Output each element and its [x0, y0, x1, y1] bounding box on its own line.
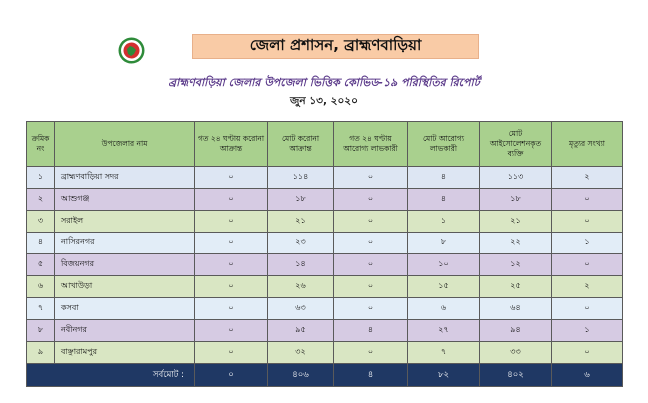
serial-cell: ৬: [27, 276, 55, 298]
table-row: [27, 298, 623, 320]
deaths-cell: ১: [552, 319, 623, 341]
column-header-new-recovered: গত ২৪ ঘণ্টায় আরোগ্য লাভকারী: [334, 122, 408, 167]
isolated-cell: ১৮: [480, 188, 552, 210]
total-cases-cell: ৬৩: [268, 298, 334, 320]
column-header-isolated: মোট আইসোলেশনকৃত ব্যক্তি: [480, 122, 552, 167]
report-date: জুন ১৩, ২০২০: [290, 95, 358, 107]
total-recovered-cell: ৪: [408, 167, 480, 189]
total-label: সর্বমোট :: [27, 363, 195, 386]
isolated-cell: ২৫: [480, 276, 552, 298]
total-isolated: ৪০২: [480, 363, 552, 386]
upazila-cell: আখাউড়া: [55, 276, 195, 298]
new-recovered-cell: ০: [334, 298, 408, 320]
table-row: [27, 232, 623, 254]
table-row: [27, 276, 623, 298]
deaths-cell: ০: [552, 341, 623, 363]
serial-cell: ২: [27, 188, 55, 210]
upazila-cell: নাসিরনগর: [55, 232, 195, 254]
column-header-total-recovered: মোট আরোগ্য লাভকারী: [408, 122, 480, 167]
deaths-cell: ২: [552, 276, 623, 298]
new-recovered-cell: ০: [334, 232, 408, 254]
report-subtitle: ব্রাহ্মণবাড়িয়া জেলার উপজেলা ভিত্তিক কোভিড-১৯ পরিস্থিতির রিপোর্ট: [168, 76, 480, 89]
serial-cell: ৩: [27, 210, 55, 232]
total-cases-cell: ১৪: [268, 254, 334, 276]
total-recovered-cell: ৭: [408, 341, 480, 363]
isolated-cell: ২১: [480, 210, 552, 232]
deaths-cell: ০: [552, 210, 623, 232]
total-recovered-cell: ৪: [408, 188, 480, 210]
column-header-serial: ক্রমিক নং: [27, 122, 55, 167]
isolated-cell: ৩৩: [480, 341, 552, 363]
new-recovered-cell: ০: [334, 341, 408, 363]
new-cases-cell: ০: [195, 298, 268, 320]
table-row: [27, 319, 623, 341]
new-recovered-cell: ০: [334, 210, 408, 232]
new-cases-cell: ০: [195, 232, 268, 254]
bangladesh-government-seal-icon: [118, 37, 145, 64]
upazila-cell: আশুগঞ্জ: [55, 188, 195, 210]
new-cases-cell: ০: [195, 341, 268, 363]
total-new-cases: ০: [195, 363, 268, 386]
table-row: [27, 167, 623, 189]
total-cases-cell: ২৬: [268, 276, 334, 298]
covid-report-table: [26, 121, 623, 387]
new-cases-cell: ০: [195, 167, 268, 189]
new-cases-cell: ০: [195, 276, 268, 298]
new-cases-cell: ০: [195, 188, 268, 210]
upazila-cell: সরাইল: [55, 210, 195, 232]
total-recovered-cell: ২৭: [408, 319, 480, 341]
total-recovered-cell: ১৫: [408, 276, 480, 298]
isolated-cell: ১২: [480, 254, 552, 276]
new-cases-cell: ০: [195, 254, 268, 276]
total-new-recovered: ৪: [334, 363, 408, 386]
new-recovered-cell: ০: [334, 254, 408, 276]
serial-cell: ৪: [27, 232, 55, 254]
total-cases-cell: ২১: [268, 210, 334, 232]
upazila-cell: নবীনগর: [55, 319, 195, 341]
new-recovered-cell: ০: [334, 167, 408, 189]
deaths-cell: ১: [552, 232, 623, 254]
total-recovered-cell: ৬: [408, 298, 480, 320]
total-row: [27, 363, 623, 386]
table-row: [27, 341, 623, 363]
new-recovered-cell: ০: [334, 276, 408, 298]
column-header-total-cases: মোট করোনা আক্রান্ত: [268, 122, 334, 167]
table-row: [27, 254, 623, 276]
serial-cell: ৯: [27, 341, 55, 363]
total-cases-cell: ১১৪: [268, 167, 334, 189]
total-deaths: ৬: [552, 363, 623, 386]
total-recovered-cell: ১০: [408, 254, 480, 276]
deaths-cell: ০: [552, 254, 623, 276]
total-total-recovered: ৮২: [408, 363, 480, 386]
column-header-new-cases: গত ২৪ ঘণ্টায় করোনা আক্রান্ত: [195, 122, 268, 167]
total-total-cases: ৪০৬: [268, 363, 334, 386]
new-cases-cell: ০: [195, 210, 268, 232]
isolated-cell: ১১৩: [480, 167, 552, 189]
column-header-upazila: উপজেলার নাম: [55, 122, 195, 167]
new-recovered-cell: ৪: [334, 319, 408, 341]
total-recovered-cell: ৮: [408, 232, 480, 254]
serial-cell: ৮: [27, 319, 55, 341]
upazila-cell: ব্রাহ্মণবাড়িয়া সদর: [55, 167, 195, 189]
total-cases-cell: ২৩: [268, 232, 334, 254]
page-title: জেলা প্রশাসন, ব্রাহ্মণবাড়িয়া: [192, 34, 479, 59]
total-recovered-cell: ১: [408, 210, 480, 232]
deaths-cell: ০: [552, 298, 623, 320]
deaths-cell: ০: [552, 188, 623, 210]
isolated-cell: ৬৪: [480, 298, 552, 320]
new-cases-cell: ০: [195, 319, 268, 341]
upazila-cell: কসবা: [55, 298, 195, 320]
serial-cell: ৭: [27, 298, 55, 320]
table-row: [27, 210, 623, 232]
serial-cell: ১: [27, 167, 55, 189]
upazila-cell: বাঞ্ছারামপুর: [55, 341, 195, 363]
isolated-cell: ৯৪: [480, 319, 552, 341]
new-recovered-cell: ০: [334, 188, 408, 210]
serial-cell: ৫: [27, 254, 55, 276]
table-row: [27, 188, 623, 210]
total-cases-cell: ৯৫: [268, 319, 334, 341]
isolated-cell: ২২: [480, 232, 552, 254]
total-cases-cell: ৩২: [268, 341, 334, 363]
column-header-deaths: মৃত্যুর সংখ্যা: [552, 122, 623, 167]
upazila-cell: বিজয়নগর: [55, 254, 195, 276]
deaths-cell: ২: [552, 167, 623, 189]
total-cases-cell: ১৮: [268, 188, 334, 210]
